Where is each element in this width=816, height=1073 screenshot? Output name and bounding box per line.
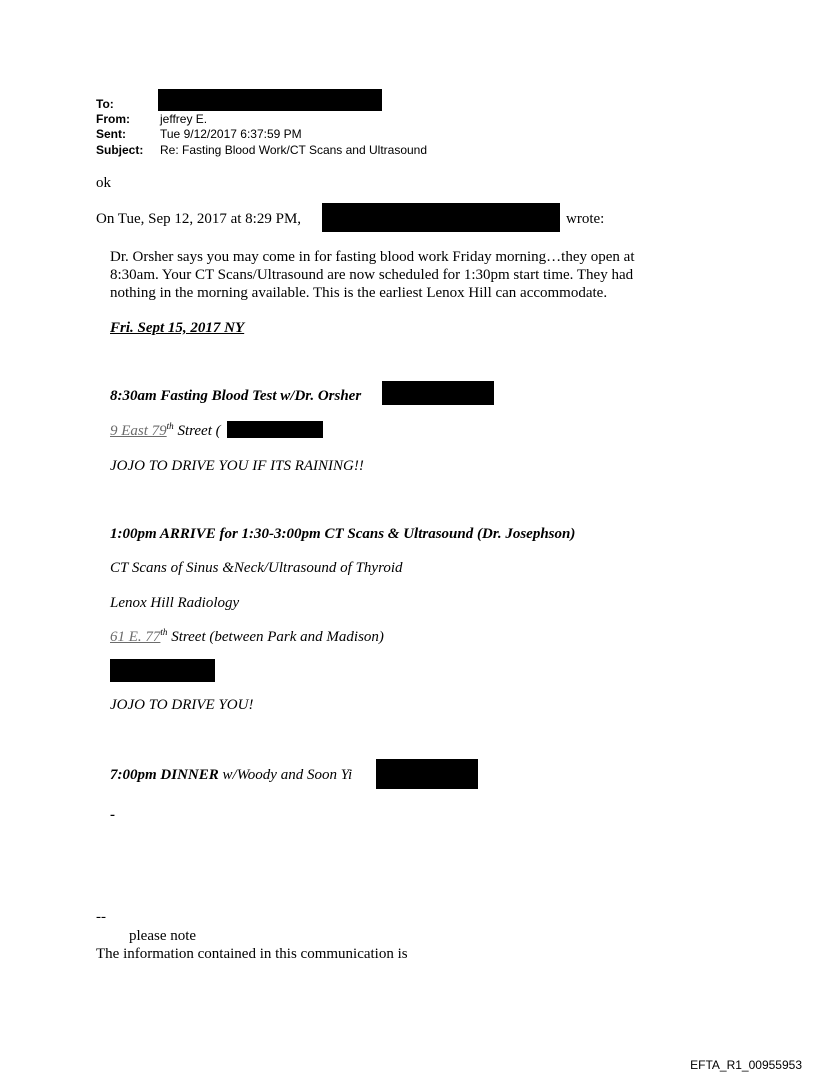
appt2-location: Lenox Hill Radiology — [110, 595, 240, 611]
redacted-phone — [382, 381, 494, 405]
body-line: 8:30am. Your CT Scans/Ultrasound are now scheduled for 1:30pm start time. They had — [110, 267, 634, 283]
reply-text: ok — [96, 175, 111, 191]
from-value: jeffrey E. — [160, 112, 208, 126]
from-label: From: — [96, 112, 130, 126]
appt2-address — [110, 629, 384, 646]
to-label: To: — [96, 97, 114, 111]
signature-note: please note — [129, 928, 197, 944]
sent-label: Sent: — [96, 127, 126, 141]
subject-value: Re: Fasting Blood Work/CT Scans and Ultrasound — [160, 143, 428, 157]
quote-intro-suffix: wrote: — [566, 211, 605, 227]
appt2-note: JOJO TO DRIVE YOU! — [110, 697, 254, 713]
date-heading: Fri. Sept 15, 2017 NY — [110, 320, 245, 336]
address-suffix: th — [160, 627, 168, 637]
signature-disclaimer: The information contained in this communication is — [96, 946, 408, 962]
redacted-sender — [322, 203, 560, 232]
appt1-title: 8:30am Fasting Blood Test w/Dr. Orsher — [110, 388, 362, 404]
address-rest: Street (between Park and Madison) — [167, 629, 384, 645]
sent-value: Tue 9/12/2017 6:37:59 PM — [160, 127, 302, 141]
redacted-phone — [227, 421, 323, 438]
dash-line: - — [110, 807, 115, 823]
document-id: EFTA_R1_00955953 — [690, 1058, 802, 1072]
address-rest: Street ( — [173, 423, 221, 439]
address-suffix: th — [166, 421, 174, 431]
appt2-title: 1:00pm ARRIVE for 1:30-3:00pm CT Scans & Ultrasound (Dr. Josephson) — [110, 526, 576, 542]
subject-label: Subject: — [96, 143, 144, 157]
appt3-title-rest: w/Woody and Soon Yi — [218, 767, 353, 783]
appt1-note: JOJO TO DRIVE YOU IF ITS RAINING!! — [110, 458, 364, 474]
quote-intro-prefix: On Tue, Sep 12, 2017 at 8:29 PM, — [96, 211, 302, 227]
redacted-name — [376, 759, 478, 789]
address-link[interactable]: 9 East 79 — [110, 423, 167, 439]
signature-separator: -- — [96, 909, 106, 925]
appt3-title-bold: 7:00pm DINNER — [110, 767, 219, 783]
appt3-title — [110, 767, 352, 784]
redacted-recipient — [158, 89, 382, 111]
redacted-phone — [110, 659, 215, 682]
address-link[interactable]: 61 E. 77 — [110, 629, 161, 645]
appt2-detail: CT Scans of Sinus &Neck/Ultrasound of Thyroid — [110, 560, 403, 576]
appt1-address — [110, 423, 221, 440]
body-line: Dr. Orsher says you may come in for fasting blood work Friday morning…they open at — [110, 249, 635, 265]
body-line: nothing in the morning available. This is the earliest Lenox Hill can accommodate. — [110, 285, 608, 301]
